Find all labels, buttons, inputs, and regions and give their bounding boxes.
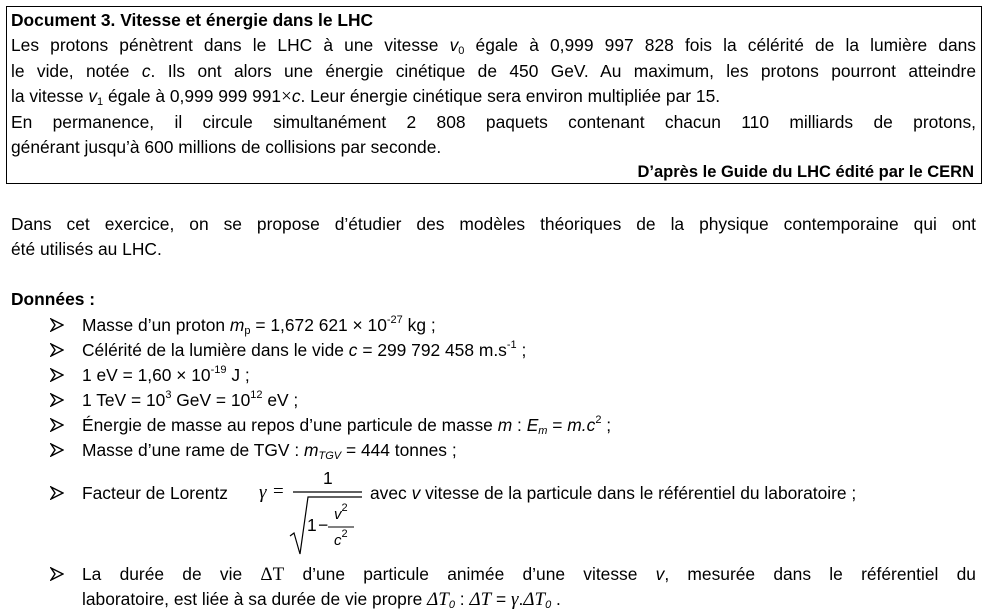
intro-line-1: Dans cet exercice, on se propose d’étudier des modèles théoriques de la physique contemporaine qui ont <box>11 214 976 234</box>
arrow-bullet-icon <box>50 368 64 382</box>
lorentz-gamma: γ <box>259 482 267 503</box>
document-source: D’après le Guide du LHC édité par le CERN <box>637 163 974 181</box>
donnees-heading: Données : <box>11 289 96 309</box>
donnee-masse-tgv: Masse d’une rame de TGV : $m_{TGV} = 444$ tonnes ; <box>82 440 457 462</box>
donnee-duree-vie-line-1: La durée de vie ΔT d’une particule animée d’une vitesse v, mesurée dans le référentiel du <box>82 564 976 585</box>
lorentz-numerator: 1 <box>323 468 333 488</box>
arrow-bullet-icon <box>50 418 64 432</box>
arrow-bullet-icon <box>50 567 64 581</box>
intro-line-2: été utilisés au LHC. <box>11 239 162 259</box>
donnee-tev: 1 TeV = $10^3$ GeV = $10^{12}$ eV ; <box>82 389 299 410</box>
arrow-bullet-icon <box>50 393 64 407</box>
arrow-bullet-icon <box>50 343 64 357</box>
donnee-energie-masse: Énergie de masse au repos d’une particule de masse m : $E_m = m.c^2$ ; <box>82 414 612 437</box>
document-title: Document 3. Vitesse et énergie dans le LHC <box>11 10 374 30</box>
doc-line-4: En permanence, il circule simultanément 2 808 paquets contenant chacun 110 milliards de protons, <box>11 112 976 132</box>
donnee-electronvolt: 1 eV = $1,60 \times 10^{-19}$ J ; <box>82 364 250 385</box>
arrow-bullet-icon <box>50 318 64 332</box>
doc-line-2: le vide, notée c. Ils ont alors une énergie cinétique de 450 GeV. Au maximum, les protons pourront atteindre <box>11 61 976 81</box>
doc-line-3: la vitesse $v_1$ égale à 0,999 999 991×c. Leur énergie cinétique sera environ multipliée par 15. <box>11 86 721 108</box>
lorentz-equals: = <box>273 481 284 502</box>
lorentz-label: Facteur de Lorentz <box>82 483 228 503</box>
lorentz-one: 1 <box>307 515 317 535</box>
donnee-duree-vie-line-2: laboratoire, est liée à sa durée de vie propre $\Delta T_0$ : $\Delta T = \gamma.\Delta T_0$ . <box>82 589 561 611</box>
lorentz-c-squared: $c^2$ <box>334 528 348 549</box>
lorentz-minus: − <box>318 515 329 535</box>
donnee-celerite-lumiere: Célérité de la lumière dans le vide c = 299 792 458 $m.s^{-1}$ ; <box>82 339 527 360</box>
lorentz-v-squared: $v^2$ <box>334 502 348 523</box>
doc-line-5: générant jusqu’à 600 millions de collisions par seconde. <box>11 137 442 157</box>
arrow-bullet-icon <box>50 486 64 500</box>
doc-line-1: Les protons pénètrent dans le LHC à une vitesse $v_0$ égale à 0,999 997 828 fois la célérité de la lumière dans <box>11 35 976 57</box>
arrow-bullet-icon <box>50 443 64 457</box>
donnee-masse-proton: Masse d’un proton $m_p = 1,672$ $621 \times 10^{-27}$ kg ; <box>82 314 436 337</box>
lorentz-description: avec v vitesse de la particule dans le référentiel du laboratoire ; <box>370 483 857 503</box>
